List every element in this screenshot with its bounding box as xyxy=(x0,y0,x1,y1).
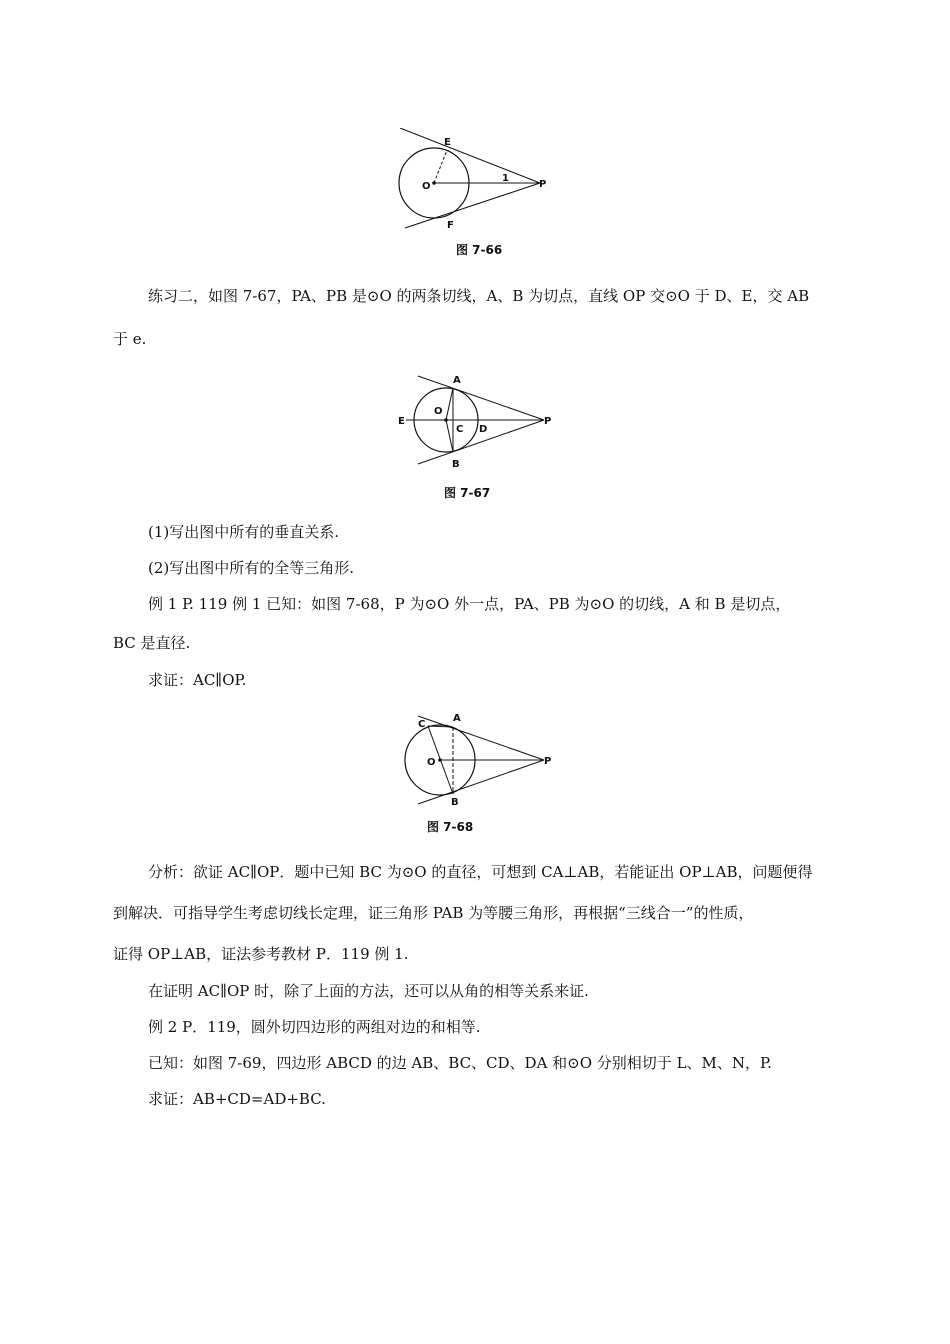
label-o: O xyxy=(434,406,443,417)
label-o: O xyxy=(422,181,431,192)
caption-7-68: 图 7-68 xyxy=(427,820,474,834)
center-point xyxy=(438,758,442,762)
tangent-pa xyxy=(418,716,544,760)
label-e: E xyxy=(444,137,451,148)
label-c: C xyxy=(456,424,464,435)
analysis-line-1: 分析：欲证 AC∥OP．题中已知 BC 为⊙O 的直径，可想到 CA⊥AB，若能证出 OP⊥AB，问题便得 xyxy=(148,863,813,881)
label-b: B xyxy=(451,797,459,808)
example-2-prove: 求证：AB+CD=AD+BC. xyxy=(148,1090,326,1108)
example-2-line-1: 例 2 P．119，圆外切四边形的两组对边的和相等. xyxy=(148,1018,481,1036)
segment-oa xyxy=(446,388,453,420)
figure-7-67-diagram xyxy=(392,370,567,475)
label-o: O xyxy=(427,757,436,768)
label-p: P xyxy=(544,756,552,767)
example-1-prove: 求证：AC∥OP. xyxy=(148,671,247,689)
caption-7-66: 图 7-66 xyxy=(456,243,503,257)
label-c: C xyxy=(418,719,426,730)
center-point xyxy=(432,181,436,185)
exercise-2-line-1: 练习二，如图 7-67，PA、PB 是⊙O 的两条切线，A、B 为切点，直线 OP 交⊙O 于 D、E，交 AB xyxy=(148,287,810,305)
figure-7-66 xyxy=(380,128,560,238)
question-1: (1)写出图中所有的垂直关系. xyxy=(148,523,340,541)
question-2: (2)写出图中所有的全等三角形. xyxy=(148,559,355,577)
alternative-proof: 在证明 AC∥OP 时，除了上面的方法，还可以从角的相等关系来证. xyxy=(148,982,589,1000)
exercise-2-line-2: 于 e. xyxy=(113,330,147,348)
label-angle-1: 1 xyxy=(502,173,509,184)
caption-7-67: 图 7-67 xyxy=(444,486,491,500)
tangent-pb xyxy=(418,760,544,804)
label-d: D xyxy=(479,424,488,435)
figure-7-68 xyxy=(398,708,563,813)
label-e: E xyxy=(398,416,405,427)
example-2-given: 已知：如图 7-69，四边形 ABCD 的边 AB、BC、CD、DA 和⊙O 分别相切于 L、M、N，P. xyxy=(148,1054,772,1072)
label-a: A xyxy=(453,375,461,386)
analysis-line-2: 到解决．可指导学生考虑切线长定理，证三角形 PAB 为等腰三角形，再根据“三线合一”的性质， xyxy=(113,904,754,922)
figure-7-67 xyxy=(392,370,567,475)
tangent-pe xyxy=(400,128,540,183)
label-p: P xyxy=(539,179,547,190)
radius-oe xyxy=(434,150,447,183)
example-1-line-1: 例 1 P. 119 例 1 已知：如图 7-68，P 为⊙O 外一点，PA、PB 为⊙O 的切线，A 和 B 是切点， xyxy=(148,595,791,613)
example-1-line-2: BC 是直径. xyxy=(113,634,191,652)
label-b: B xyxy=(452,459,460,470)
center-point xyxy=(444,418,448,422)
analysis-line-3: 证得 OP⊥AB，证法参考教材 P．119 例 1. xyxy=(113,945,409,963)
figure-7-66-diagram xyxy=(380,128,560,238)
segment-ob xyxy=(446,420,453,452)
figure-7-68-diagram xyxy=(398,708,563,813)
label-p: P xyxy=(544,416,552,427)
label-f: F xyxy=(447,220,454,231)
label-a: A xyxy=(453,713,461,724)
